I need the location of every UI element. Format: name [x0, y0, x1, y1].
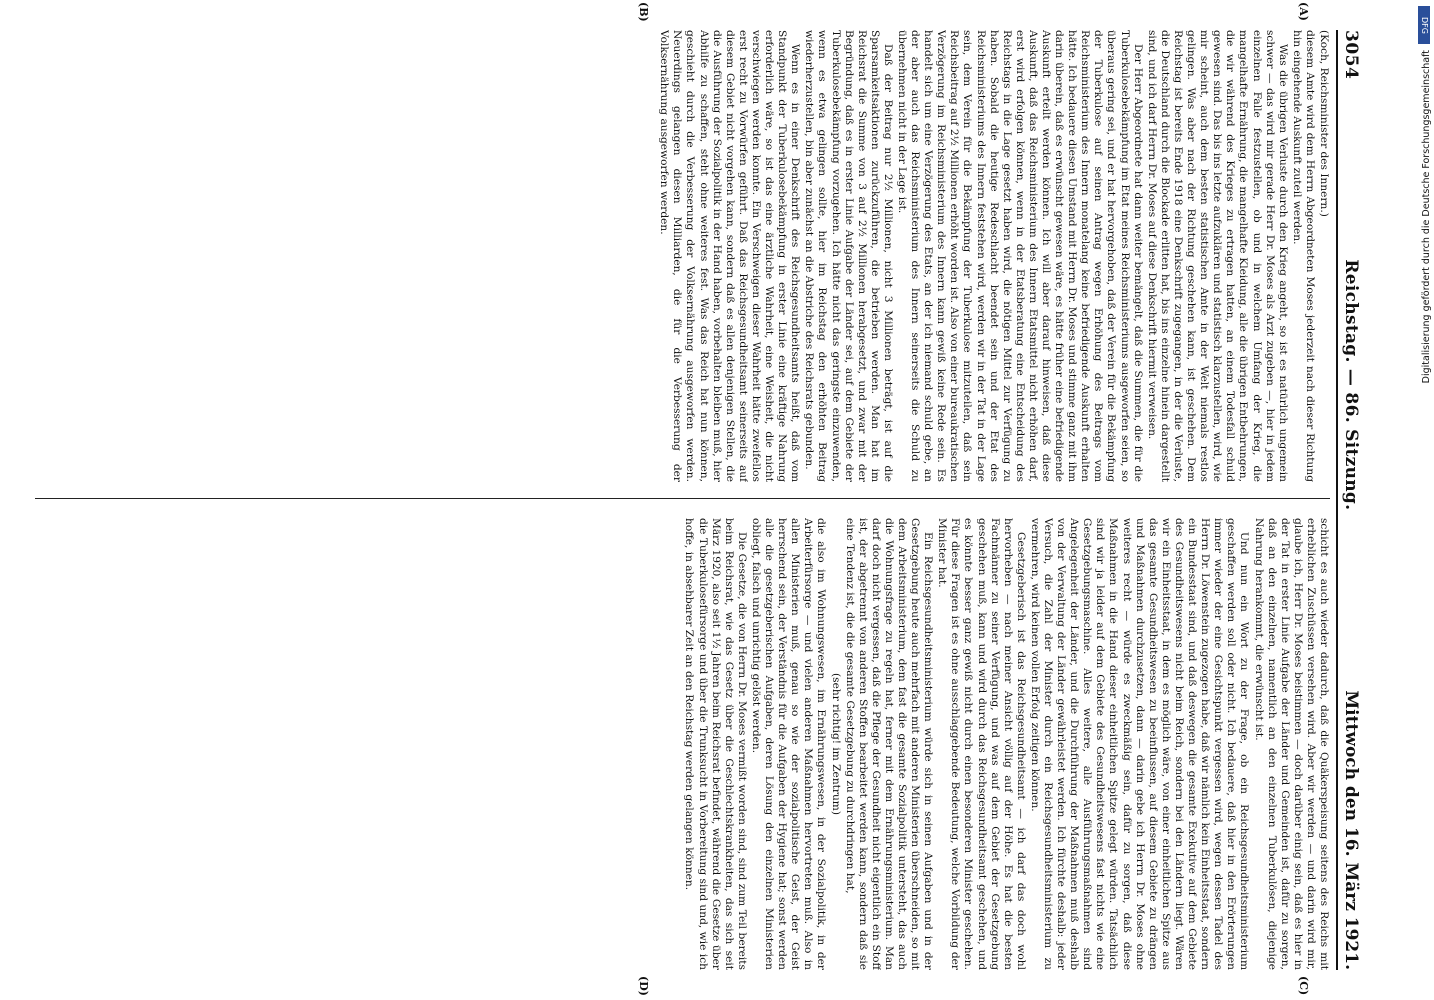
- column-divider: [35, 498, 1330, 499]
- right-paragraph-5: die also im Wohnungswesen, im Ernährungswesen, in der Sozialpolitik, in der Arbeiterfürsorge — und vielen anderen Maßnahmen hervortreten muß. Also in allen Ministerien muß, genau so wie der sozialpolitische Geist, der Geist herrschend sein, der Verständnis für die Aufgaben der Hygiene hat; sonst werden alle die gesetzgeberischen Aufgaben, deren Lösung den einzelnen Ministerien obliegt, falsch und unrichtig gelöst werden.: [749, 518, 828, 970]
- page-header: [1336, 30, 1370, 970]
- left-column: [35, 30, 1330, 482]
- speaker-line: (Koch, Reichsminister des Innern.): [1318, 30, 1330, 217]
- right-paragraph-1: schicht es auch wieder dadurch, daß die Quäkerspeisung seitens des Reichs mit erheblichen Zuschüssen versehen wird. Aber wir werden — und darin wird mir, glaube ich, Herr Dr. Moses beistimmen — doch darüber einig sein, daß es hier in der Tat in erster Linie Aufgabe der Länder und Gemeinden ist, dafür zu sorgen, daß an den einzelnen, namentlich an den einzelnen Tuberkulösen, diejenige Nahrung herankommt, die erwünscht ist.: [1252, 518, 1330, 970]
- right-paragraph-4: Ein Reichsgesundheitsministerium würde sich in seinen Aufgaben und in der Gesetzgebung heute auch mehrfach mit anderen Ministerien überschneiden, so mit dem Arbeitsministerium, dem fast die gesamte Sozialpolitik untersteht, das auch die Wohnungsfrage zu regeln hat, ferner mit dem Ernährungsministerium. Man darf doch nicht vergessen, daß die Pflege der Gesundheit nicht eigentlich ein Stoff ist, der abgetrennt von anderen Stoffen bearbeitet werden kann, sondern daß sie eine Tendenz ist, die die gesamte Gesetzgebung zu durchdringen hat,: [843, 518, 935, 970]
- margin-marker-b: (B): [637, 2, 650, 22]
- right-column: [35, 518, 1330, 970]
- dfg-logo: DFG: [1418, 6, 1430, 44]
- left-paragraph-3: Der Herr Abgeordnete hat dann weiter bemängelt, daß die Summen, die für die Tuberkulosebekämpfung im Etat meines Reichsministeriums ausgeworfen seien, so überaus gering sei, und er hat hervorgehoben, daß der Verein für die Bekämpfung der Tuberkulose auf seinen Antrag wegen Erhöhung des Beitrags vom Reichsministerium des Innern monatelang keine befriedigende Auskunft erhalten hätte. Ich bedauere diesen Umstand mit Herrn Dr. Moses und stimme ganz mit ihm darin überein, daß es erwünscht gewesen wäre, es hätte früher eine befriedigende Auskunft erteilt werden können. Ich will aber darauf hinweisen, daß diese Auskunft, daß das Reichsministerium des Innern Etatsmittel nicht erhöhen darf, erst wird erfolgen können, wenn in der Etatsberatung eine Entscheidung des Reichstags in die Lage gesetzt haben wird, die nötigen Mittel zur Verfügung zu haben. Sobald die heutige Redeschlacht beendet sein und der Etat des Reichsministeriums des Innern feststehen wird, werden wir in der Tat in der Lage sein, dem Verein für die Bekämpfung der Tuberkulose mitzuteilen, daß sein Reichsbeitrag auf 2½ Millionen erhöht worden ist. Also von einer bureaukratischen Verzögerung im Reichsministerium des Innern kann gewiß keine Rede sein. Es handelt sich um eine Verzögerung des Etats, an der ich niemand schuld gebe, an der aber auch das Reichsministerium des Innern seinerseits die Schuld zu übernehmen nicht in der Lage ist.: [896, 30, 1144, 482]
- session-date: Mittwoch den 16. März 1921.: [1341, 690, 1361, 970]
- right-paragraph-3: Gesetzgeberisch ist das Reichsgesundheitsamt — ich darf das doch wohl hervorheben — nach meiner Ansicht völlig auf der Höhe. Es hat die besten Fachmänner zu seiner Verfügung, und was auf dem Gebiet der Gesetzgebung geschehen muß, kann und wird durch das Reichsgesundheitsamt geschehen, und es könnte besser ganz gewiß nicht durch einen besonderen Minister geschehen. Für diese Fragen ist es ohne ausschlaggebende Bedeutung, welche Vorbildung der Minister hat.: [936, 518, 1027, 970]
- left-paragraph-2: Was die übrigen Verluste durch den Krieg angeht, so ist es natürlich ungemein schwer — das wird mir gerade Herr Dr. Moses als Arzt zugeben —, hier in jedem einzelnen Falle festzustellen, ob und in welchem Umfang der Krieg, die mangelhafte Ernährung, die mangelhafte Kleidung, alle die übrigen Entbehrungen, die wir während des Krieges zu ertragen hatten, an einem Todesfall schuld gewesen sind. Das bis ins letzte aufzuklären und statistisch klarzustellen, wird, wie mir scheint, auch dem besten statistischen Amte in der Welt niemals restlos gelingen. Was aber nach der Richtung geschehen kann, ist geschehen. Dem Reichstag ist bereits Ende 1918 eine Denkschrift zugegangen, in der die Verluste, die Deutschland durch die Blockade erlitten hat, bis ins einzelne hinein dargestellt sind, und ich darf Herrn Dr. Moses auf diese Denkschrift hiermit verweisen.: [1145, 30, 1289, 482]
- margin-marker-c: (C): [1297, 976, 1310, 996]
- margin-marker-d: (D): [637, 976, 650, 996]
- margin-marker-a: (A): [1297, 2, 1310, 21]
- page-number: 3054: [1341, 30, 1361, 80]
- left-paragraph-1: diesem Amte wird dem Herrn Abgeordneten Moses jederzeit nach dieser Richtung hin eingehende Auskunft zuteil werden.: [1290, 30, 1316, 482]
- rotated-document-page: [30, 2, 1370, 996]
- right-paragraph-6: Die Gesetze, die von Herrn Dr. Moses vermißt worden sind, sind zum Teil bereits beim Reichsrat, wie das Gesetz über die Geschlechtskrankheiten, das sich seit März 1920, also seit 1½ Jahren beim Reichsrat befindet, während die Gesetze über die Tuberkulosefürsorge und über die Trunksucht in Vorbereitung sind und, wie ich hoffe, in absehbarer Zeit an den Reichstag werden gelangen können.: [683, 518, 748, 970]
- right-paragraph-2: Und nun ein Wort zu der Frage, ob ein Reichsgesundheitsministerium geschaffen werden soll oder nicht. Ich bedauere, daß hier in den Erörterungen immer wieder der eine Gesichtspunkt vergessen wird, wegen dessen Tadel des Herrn Dr. Löwenstein zugezogen habe, daß wir nämlich kein Einheitsstaat, sondern ein Bundesstaat sind, und daß deswegen die gesamte Exekutive auf dem Gebiete des Gesundheitswesens nicht beim Reich, sondern bei den Ländern liegt. Wären wir ein Einheitsstaat, in dem es möglich wäre, von einer einheitlichen Spitze aus das gesamte Gesundheitswesen zu beeinflussen, auf diesem Gebiete zu drängen und Maßnahmen durchzusetzen, dann — darin gebe ich Herrn Dr. Moses ohne weiteres recht — würde es zweckmäßig sein, dafür zu sorgen, daß diese Maßnahmen in die Hand dieser einheitlichen Spitze gelegt würden. Tatsächlich sind wir ja leider auf dem Gebiete des Gesundheitswesens fast nichts wie eine Gesetzgebungsmaschine. Alles weitere, alle Ausführungsmaßnahmen sind Angelegenheit der Länder, und die Durchführung der Maßnahmen muß deshalb von der Verwaltung der Länder gewährleistet werden. Ich fürchte deshalb: jeder Versuch, die Zahl der Minister durch ein Reichsgesundheitsministerium zu vermehren, wird keinen vollen Erfolg zeitigen können.: [1028, 518, 1251, 970]
- left-paragraph-4: Daß der Beitrag nur 2½ Millionen, nicht 3 Millionen beträgt, ist auf die Sparsamkeitsaktionen zurückzuführen, die betrieben werden. Man hat im Reichsrat die Summe von 3 auf 2½ Millionen herabgesetzt, und zwar mit der Begründung, daß es in erster Linie Aufgabe der Länder sei, auf dem Gebiete der Tuberkulosebekämpfung vorzugehen. Ich hätte nicht das geringste einzuwenden, wenn es etwa gelingen sollte, hier im Reichstag den erhöhten Beitrag wiederherzustellen, bin aber zunächst an die Abstriche des Reichsrats gebunden.: [803, 30, 894, 482]
- session-title: Reichstag. — 86. Sitzung.: [1341, 259, 1361, 511]
- interjection: (sehr richtig! im Zentrum): [829, 673, 842, 815]
- left-paragraph-5: Wenn es in einer Denkschrift des Reichsgesundheitsamts heißt, daß vom Standpunkt der Tuberkulosebekämpfung in erster Linie eine kräftige Nahrung erforderlich wäre, so ist das eine ärztliche Wahrheit, eine Weisheit, die nicht verschwiegen werden konnte. Ein Verschweigen dieser Wahrheit hätte zweifellos erst recht zu Vorwürfen geführt. Daß das Reichsgesundheitsamt seinerseits auf diesem Gebiet nicht vorgehen kann, sondern daß es allen denjenigen Stellen, die die Ausführung der Sozialpolitik in der Hand haben, vorbehalten bleiben muß, hier Abhilfe zu schaffen, steht ohne weiteres fest. Was das Reich hat nun können, geschieht durch die Verbesserung der Volksernährung ausgeworfen werden. Neuerdings gelangen diesen Milliarden, die für die Verbesserung der Volksernährung ausgeworfen werden.: [658, 30, 802, 482]
- digitization-credit: Digitalisierung gefördert durch die Deutsche Forschungsgemeinschaft: [1421, 50, 1432, 384]
